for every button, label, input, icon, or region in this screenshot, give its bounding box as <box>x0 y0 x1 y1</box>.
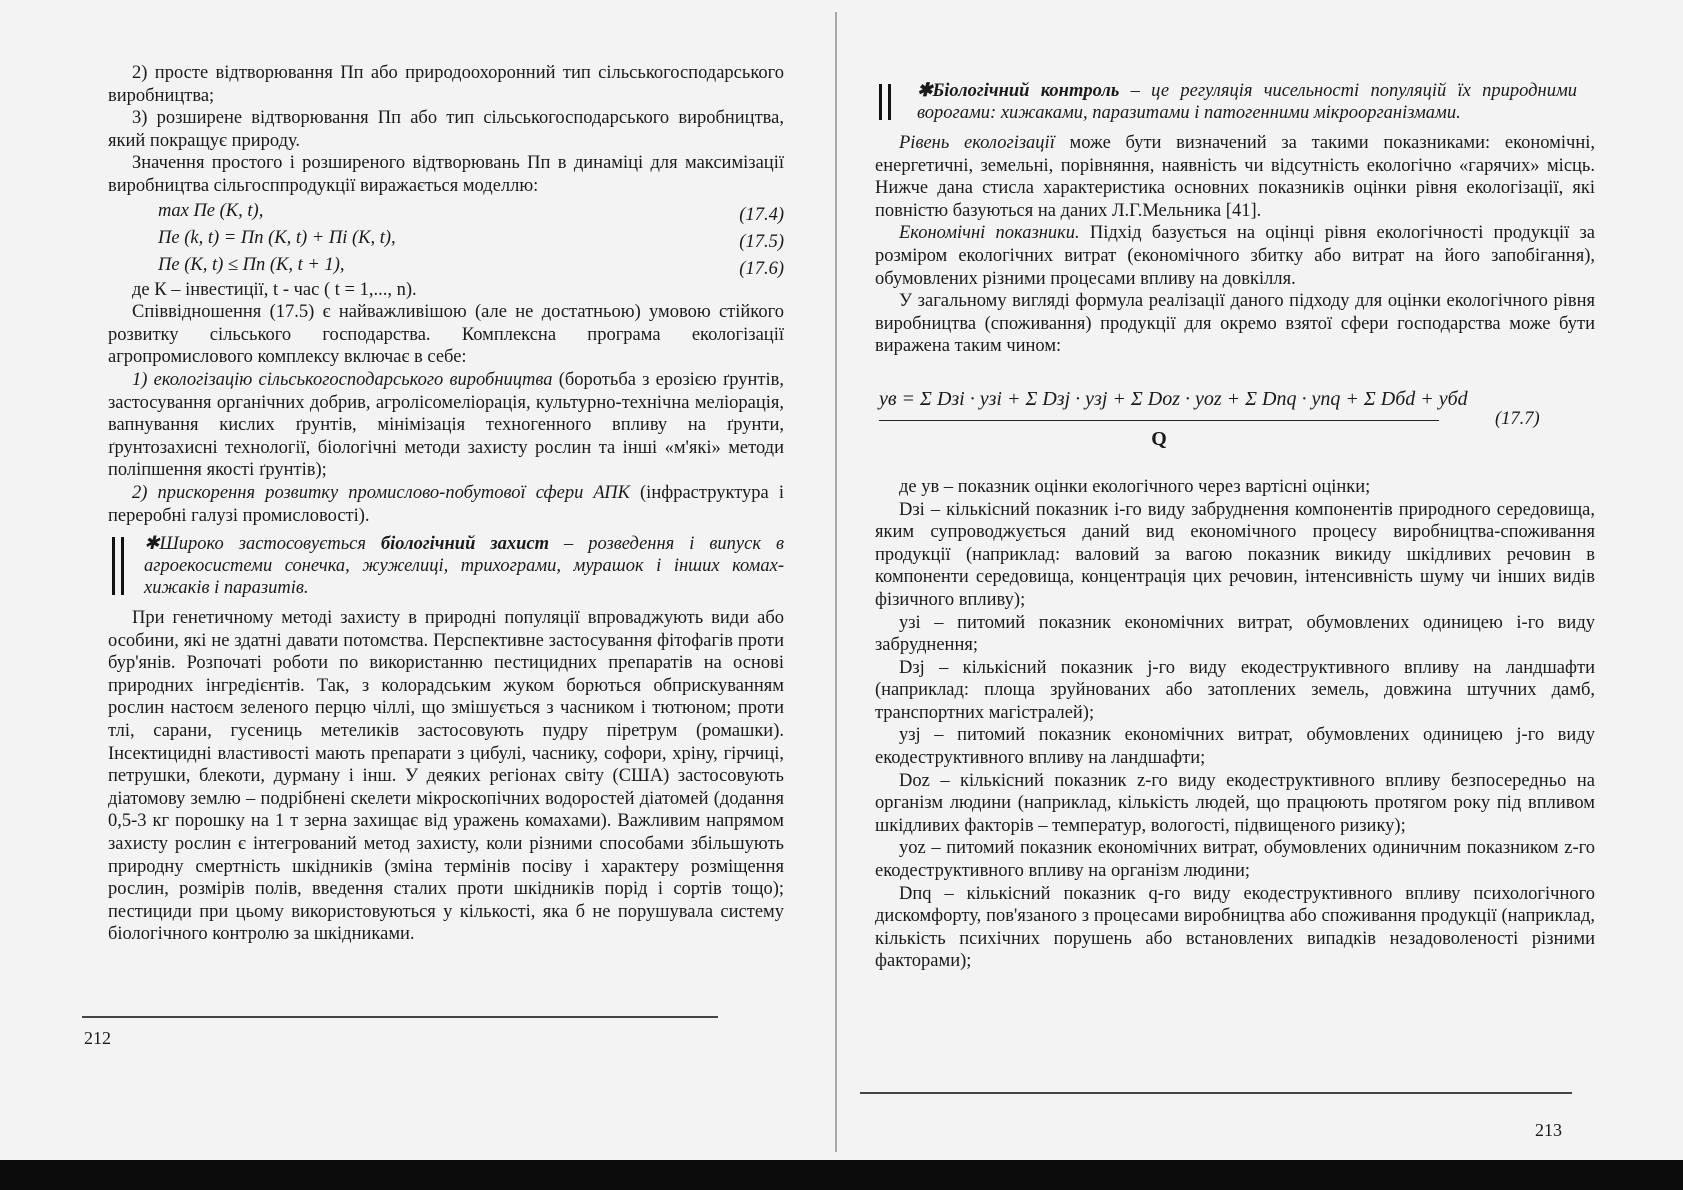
definition-item: yзj – питомий показник економічних витрат, обумовлених одиницею j-го виду екодеструктивного впливу на ландшафти; <box>875 725 1595 769</box>
paragraph-lead: Економічні показники. <box>899 223 1080 244</box>
list-item-label: 1) екологізацію сільськогосподарського виробництва <box>132 369 553 390</box>
equation-denominator: Q <box>1151 427 1167 450</box>
note-bar <box>112 537 124 595</box>
formula-text: Пе (K, t) ≤ Пп (K, t + 1), <box>158 254 345 275</box>
paragraph-simple-reproduction: 2) просте відтворювання Пп або природоохоронний тип сільськогосподарського виробництва; <box>108 63 784 106</box>
definition-item: Dзj – кількісний показник j-го виду екодеструктивного впливу на ландшафти (наприклад: площа зруйнованих або затоплених земель, довжина штучних дамб, транспортних магістралей); <box>875 657 1595 723</box>
equation-numerator: yв = Σ Dзі · yзі + Σ Dзj · yзj + Σ Dоz · yоz + Σ Dпq · yпq + Σ Dбd + yбd <box>879 387 1468 410</box>
equation-definitions <box>875 476 1595 973</box>
note-prefix: ✱Широко застосовується <box>144 534 381 555</box>
footer-rule <box>82 1016 718 1018</box>
formula-17-6 <box>108 252 784 279</box>
equation-17-7 <box>875 372 1595 466</box>
list-item-text: (боротьба з ерозією ґрунтів, застосування органічних добрив, агролісомеліорація, культурно-технічна меліорація, вапнування кислих ґрунтів, мінімізація техногенного впливу на ґрунти, ґрунтозахисні технології, біологічні методи захисту рослин та інші «м'які» методи поліпшення якості ґрунтів); <box>108 369 784 481</box>
paragraph-sustainable-development: Співвідношення (17.5) є найважливішою (але не достатньою) умовою стійкого розвитку сільського господарства. Комплексна програма екологізації агропромислового комплексу включає в себе: <box>108 302 784 368</box>
left-text-column <box>108 62 784 946</box>
formula-text: max Пе (K, t), <box>158 200 264 221</box>
paragraph-formula-intro: У загальному вигляді формула реалізації даного підходу для оцінки екологічного рівня виробництва (споживання) продукції для окремо взятої сфери господарства може бути виражена таким чином: <box>875 291 1595 357</box>
paragraph-text: Підхід базується на оцінці рівня екологічності продукції за розміром екологічних витрат (економічного збитку або витрат на його запобігання), обумовлених різними процесами впливу на довкілля. <box>875 223 1595 289</box>
note-rest: – це регуляція чисельності популяцій їх природними ворогами: хижаками, паразитами і патогенними мікроорганізмами. <box>917 81 1578 123</box>
note-rest: – розведення і випуск в агроекосистеми сонечка, жужелиці, трихограми, мурашок і інших комах-хижаків і паразитів. <box>144 534 784 599</box>
page-number-left: 212 <box>84 1028 111 1048</box>
equation-number: (17.7) <box>1495 408 1540 429</box>
definition-item: yзі – питомий показник економічних витрат, обумовлених одиницею і-го виду забруднення; <box>875 612 1595 656</box>
paragraph-genetic-method: При генетичному методі захисту в природні популяції впроваджують види або особини, які не здатні давати потомства. Перспективне застосування фітофагів проти бур'янів. Розпочаті роботи по використанню пестицидних препаратів на основі природних інгредієнтів. Так, з колорадським жуком борються обприскуванням рослин настоєм зеленого перцю чіллі, що змішується з часником і тютюном; проти тлі, сарани, гусениць метеликів застосовують пудру піретрум (ромашки). Інсектицидні властивості мають препарати з цибулі, часнику, софори, хріну, гірчиці, петрушки, блекоти, дурману і інш. У деяких регіонах світу (США) застосовують діатомову землю – подрібнені скелети мікроскопічних водоростей діатомей (додання 0,5-3 кг порошку на 1 т зерна захищає від уражень комахами). Важливим напрямом захисту рослин є інтегрований метод захисту, коли різними способами збільшують природну смертність шкідників (зміна термінів посіву і характеру розміщення рослин, розмірів полів, введення сталих проти шкідників порід і сортів тощо); пестициди при цьому використовуються у кількості, яка б не порушувала систему біологічного контролю за шкідниками. <box>108 608 784 945</box>
definition-item: yоz – питомий показник економічних витрат, обумовлених одиничним показником z-го екодеструктивного впливу на організм людини; <box>875 838 1595 882</box>
note-bold: біологічний захист <box>380 534 549 555</box>
definition-item: де yв – показник оцінки екологічного через вартісні оцінки; <box>899 476 1371 497</box>
definition-item: Dоz – кількісний показник z-го виду екодеструктивного впливу безпосередньо на організм людини (наприклад, кількість людей, що працюють протягом року під впливом шкідливих факторів – температур, вологості, підвищеного ризику); <box>875 770 1595 836</box>
paragraph-model-intro: Значення простого і розширеного відтворювань Пп в динаміці для максимізації виробництва сільгосппродукції виражається моделлю: <box>108 153 784 196</box>
page-number-right: 213 <box>1535 1120 1562 1140</box>
fraction-line <box>879 420 1439 421</box>
paragraph-lead: Рівень екологізації <box>899 133 1055 153</box>
paragraph-where: де К – інвестиції, t - час ( t = 1,..., n). <box>132 279 417 300</box>
formula-text: Пе (k, t) = Пп (K, t) + Пі (K, t), <box>158 227 396 248</box>
note-bold: ✱Біологічний контроль <box>917 81 1120 101</box>
list-item-acceleration <box>108 482 784 527</box>
paragraph-economic-indicators <box>875 222 1595 290</box>
list-item-label: 2) прискорення розвитку промислово-побутової сфери АПК <box>132 482 630 503</box>
left-page <box>0 0 835 1160</box>
note-biological-control <box>875 80 1595 124</box>
formula-number: (17.4) <box>739 204 784 225</box>
formula-17-5 <box>108 225 784 252</box>
paragraph-ecologization-level <box>875 132 1595 222</box>
note-biological-protection <box>108 533 784 599</box>
footer-rule <box>860 1092 1572 1094</box>
paragraph-text: може бути визначений за такими показниками: економічні, енергетичні, земельні, порівняння, наявність чи відсутність екологічно «гарячих» місць. Нижче дана стисла характеристика основних показників оцінки рівня екологізації, які повністю базуються на даних Л.Г.Мельника [41]. <box>875 133 1595 221</box>
scan-bottom-edge <box>0 1160 1683 1190</box>
definition-item: Dзі – кількісний показник і-го виду забруднення компонентів природного середовища, яким супроводжується даний вид економічного процесу виробництва-споживання продукції (наприклад: валовий за вагою показник викиду шкідливих речовин в компоненти середовища, концентрація цих речовин, інтенсивність шуму чи інших видів фізичного впливу); <box>875 499 1595 610</box>
right-text-column <box>875 74 1595 973</box>
paragraph-extended-reproduction: 3) розширене відтворювання Пп або тип сільськогосподарського виробництва, який покращує природу. <box>108 108 784 151</box>
right-page <box>835 0 1683 1160</box>
formula-number: (17.5) <box>739 231 784 252</box>
list-item-text: (інфраструктура і переробні галузі промисловості). <box>108 482 784 526</box>
note-bar <box>879 84 891 120</box>
formula-number: (17.6) <box>739 258 784 279</box>
list-item-ecologization <box>108 369 784 482</box>
formula-17-4 <box>108 198 784 225</box>
definition-item: Dпq – кількісний показник q-го виду екодеструктивного впливу психологічного дискомфорту, пов'язаного з процесами виробництва або споживання продукції (наприклад, кількість психічних порушень або встановлених випадків незадоволеності різними факторами); <box>875 883 1595 972</box>
